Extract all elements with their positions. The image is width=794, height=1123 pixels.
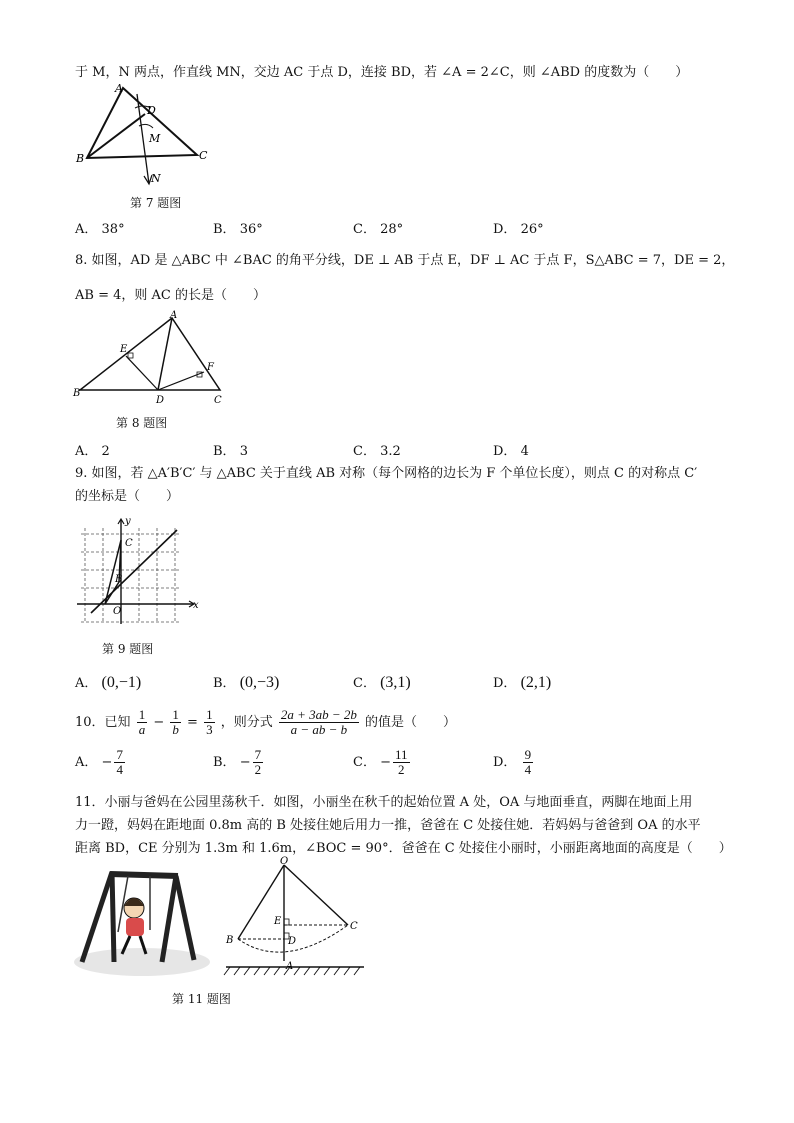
q7-label-n: N xyxy=(151,172,161,185)
q8-option-a: A． 2 xyxy=(75,444,110,459)
q7-label-a: A xyxy=(115,82,123,95)
q9-option-a: A． (0,−1) xyxy=(75,674,142,691)
q11-stem-line3: 距离 BD，CE 分别为 1.3m 和 1.6m，∠BOC = 90°．爸爸在 C 处接住小丽时，小丽距离地面的高度是（ ） xyxy=(75,841,732,856)
q9-label-y: y xyxy=(125,516,131,527)
q11-label-e: E xyxy=(274,916,282,927)
q10-option-a: A． − $\frac{7}{4}$ xyxy=(75,747,123,777)
q7-option-b: B． 36° xyxy=(213,222,263,237)
q9-option-c: C． (3,1) xyxy=(353,674,411,691)
q11-label-a: A xyxy=(286,961,294,972)
q11-figure-caption: 第 11 题图 xyxy=(172,992,231,1006)
q8-label-c: C xyxy=(214,395,222,406)
q11-label-o: O xyxy=(280,856,289,867)
q7-option-a: A． 38° xyxy=(75,222,125,237)
q11-label-d: D xyxy=(288,936,297,947)
q11-label-c: C xyxy=(350,921,358,932)
q8-figure-caption: 第 8 题图 xyxy=(116,416,168,430)
q8-label-a: A xyxy=(170,310,178,321)
q7-label-d: D xyxy=(147,104,156,117)
q9-label-c: C xyxy=(125,538,133,549)
q8-label-f: F xyxy=(207,362,214,373)
q8-figure xyxy=(72,310,224,408)
q7-option-c: C． 28° xyxy=(353,222,404,237)
q9-option-b: B． (0,−3) xyxy=(213,674,280,691)
q9-option-d: D． (2,1) xyxy=(493,674,552,691)
q11-stem-line1: 11．小丽与爸妈在公园里荡秋千．如图，小丽坐在秋千的起始位置 A 处，OA 与地面垂直，两脚在地面上用 xyxy=(75,795,693,810)
q8-stem-line1: 8. 如图，AD 是 △ABC 中 ∠BAC 的角平分线，DE ⊥ AB 于点 E，DF ⊥ AC 于点 F，S△ABC = 7，DE = 2， xyxy=(75,253,735,268)
q7-stem-tail: 于 M，N 两点，作直线 MN，交边 AC 于点 D，连接 BD，若 ∠A = 2∠C，则 ∠ABD 的度数为（ ） xyxy=(75,65,689,80)
q9-figure xyxy=(75,512,205,627)
q7-option-d: D． 26° xyxy=(493,222,544,237)
q8-option-c: C． 3.2 xyxy=(353,444,401,459)
swing-photo xyxy=(72,862,212,977)
q7-figure-caption: 第 7 题图 xyxy=(130,196,182,210)
q9-label-x: x xyxy=(193,600,199,611)
q10-option-c: C． − $\frac{11}{2}$ xyxy=(353,747,408,777)
q10-frac-1-over-b: $\frac{1}{b}$ xyxy=(172,707,179,737)
q7-figure xyxy=(75,80,225,190)
q10-frac-1-over-a: $\frac{1}{a}$ xyxy=(138,707,146,737)
q7-label-b: B xyxy=(76,152,85,165)
q7-label-m: M xyxy=(149,132,161,145)
q8-label-e: E xyxy=(120,344,128,355)
q10-frac-1-over-3: $\frac{1}{3}$ xyxy=(206,707,213,737)
q7-label-c: C xyxy=(199,149,208,162)
q9-stem-line2: 的坐标是（ ） xyxy=(75,489,180,504)
q9-label-b: B xyxy=(115,574,123,585)
q11-label-b: B xyxy=(226,935,234,946)
q11-stem-line2: 力一蹬，妈妈在距地面 0.8m 高的 B 处接住她后用力一推，爸爸在 C 处接住她．若妈妈与爸爸到 OA 的水平 xyxy=(75,818,701,833)
q10-expression: $\frac{2a + 3ab - 2b}{a - ab - b}$ xyxy=(280,707,357,737)
q10-stem: 10．已知 $\frac{1}{a}$ − $\frac{1}{b}$ = $\frac{1}{3}$ ，则分式 $\frac{2a + 3ab - 2b}{a - ab - b}$ 的值是（ ） xyxy=(75,707,457,737)
q8-label-d: D xyxy=(156,395,165,406)
q8-option-d: D． 4 xyxy=(493,444,529,459)
q8-option-b: B． 3 xyxy=(213,444,248,459)
q10-option-d: D． $\frac{9}{4}$ xyxy=(493,747,532,777)
q9-label-o: O xyxy=(113,606,122,617)
q9-figure-caption: 第 9 题图 xyxy=(102,642,154,656)
q9-stem-line1: 9. 如图，若 △A′B′C′ 与 △ABC 关于直线 AB 对称（每个网格的边长为 F 个单位长度），则点 C 的对称点 C′ xyxy=(75,466,698,481)
q10-option-b: B． − $\frac{7}{2}$ xyxy=(213,747,262,777)
q8-label-b: B xyxy=(73,388,81,399)
q11-figure xyxy=(218,855,368,980)
q8-stem-line2: AB = 4，则 AC 的长是（ ） xyxy=(75,288,266,303)
